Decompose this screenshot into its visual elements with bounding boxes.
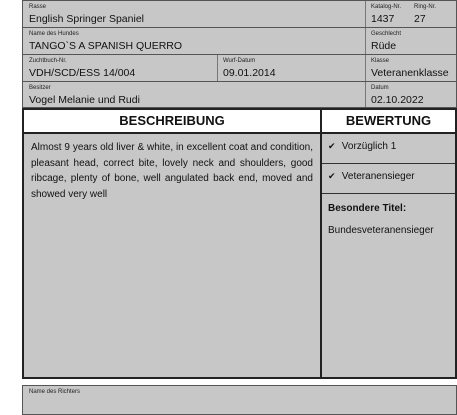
row-besitzer <box>22 81 457 108</box>
zuchtbuch-value: VDH/SCD/ESS 14/004 <box>29 67 136 79</box>
katalog-value: 1437 <box>371 13 395 25</box>
datum-value: 02.10.2022 <box>371 94 424 106</box>
datum-label: Datum <box>371 85 389 91</box>
bewertung-panel <box>320 108 457 379</box>
wurf-value: 09.01.2014 <box>223 67 276 79</box>
ring-label: Ring-Nr. <box>414 4 437 10</box>
check-icon: ✔ <box>328 141 336 151</box>
bewertung-item-label: Vorzüglich 1 <box>341 141 397 152</box>
hund-label: Name des Hundes <box>29 31 79 37</box>
bewertung-item <box>322 164 455 194</box>
row-rasse <box>22 0 457 28</box>
beschreibung-heading: BESCHREIBUNG <box>24 110 320 134</box>
klasse-value: Veteranenklasse <box>371 67 449 79</box>
ring-value: 27 <box>414 13 426 25</box>
rasse-label: Rasse <box>29 4 47 10</box>
besondere-titel-label: Besondere Titel: <box>328 203 407 214</box>
row-zuchtbuch <box>22 54 457 82</box>
beschreibung-panel <box>22 108 322 379</box>
row-hund <box>22 27 457 55</box>
geschlecht-value: Rüde <box>371 40 397 52</box>
richter-label: Name des Richters <box>29 389 81 395</box>
zuchtbuch-label: Zuchtbuch-Nr. <box>29 58 67 64</box>
besitzer-value: Vogel Melanie und Rudi <box>29 94 140 106</box>
beschreibung-text: Almost 9 years old liver & white, in excellent coat and condition, pleasant head, correct bite, lovely neck and shoulders, good ribcage, plenty of bone, well angulated back end, moved and showed very well <box>31 142 313 200</box>
besondere-titel-value: Bundesveteranensieger <box>328 225 434 236</box>
row-richter <box>22 385 457 415</box>
rasse-value: English Springer Spaniel <box>29 13 144 25</box>
geschlecht-label: Geschlecht <box>371 31 402 37</box>
bewertung-heading: BEWERTUNG <box>322 110 455 134</box>
katalog-label: Katalog-Nr. <box>371 4 402 10</box>
bewertung-item-label: Veteranensieger <box>341 171 415 182</box>
besitzer-label: Besitzer <box>29 85 51 91</box>
bewertung-item <box>322 134 455 164</box>
wurf-label: Wurf-Datum <box>223 58 256 64</box>
hund-value: TANGO`S A SPANISH QUERRO <box>29 40 183 52</box>
check-icon: ✔ <box>328 171 336 181</box>
klasse-label: Klasse <box>371 58 390 64</box>
